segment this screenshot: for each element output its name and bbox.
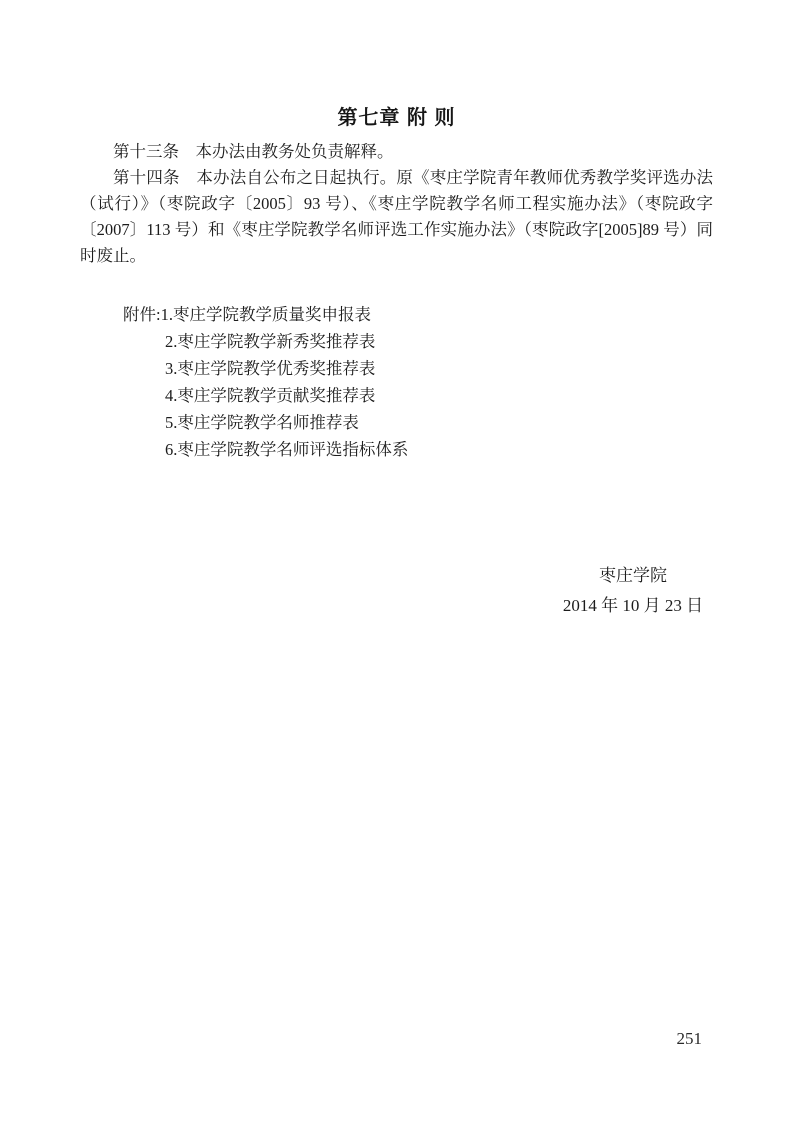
attachment-item: 5.枣庄学院教学名师推荐表	[165, 413, 359, 432]
attachments-label: 附件:	[123, 305, 161, 324]
attachment-item: 3.枣庄学院教学优秀奖推荐表	[165, 359, 376, 378]
page-number: 251	[676, 1029, 702, 1048]
signature-date: 2014 年 10 月 23 日	[562, 596, 704, 615]
attachment-item: 2.枣庄学院教学新秀奖推荐表	[165, 332, 376, 351]
signature-organization: 枣庄学院	[599, 566, 667, 585]
attachments-list	[80, 301, 713, 463]
attachment-item: 6.枣庄学院教学名师评选指标体系	[165, 440, 409, 459]
paragraph: 第十三条 本办法由教务处负责解释。	[113, 142, 394, 161]
paragraph: 第十四条 本办法自公布之日起执行。原《枣庄学院青年教师优秀教学奖评选办法（试行）》（枣院政字〔2005〕93 号）、《枣庄学院教学名师工程实施办法》（枣院政字〔2007〕113 号）和《枣庄学院教学名师评选工作实施办法》（枣院政字[2005]89 号）同时废止。	[80, 168, 713, 265]
body-paragraphs	[80, 139, 713, 269]
chapter-title: 第七章 附 则	[337, 107, 456, 129]
signature-block	[553, 561, 713, 621]
attachment-item: 4.枣庄学院教学贡献奖推荐表	[165, 386, 376, 405]
attachment-item-text: 1.枣庄学院教学质量奖申报表	[160, 305, 371, 324]
attachment-item	[123, 301, 713, 328]
page-content	[80, 0, 713, 621]
